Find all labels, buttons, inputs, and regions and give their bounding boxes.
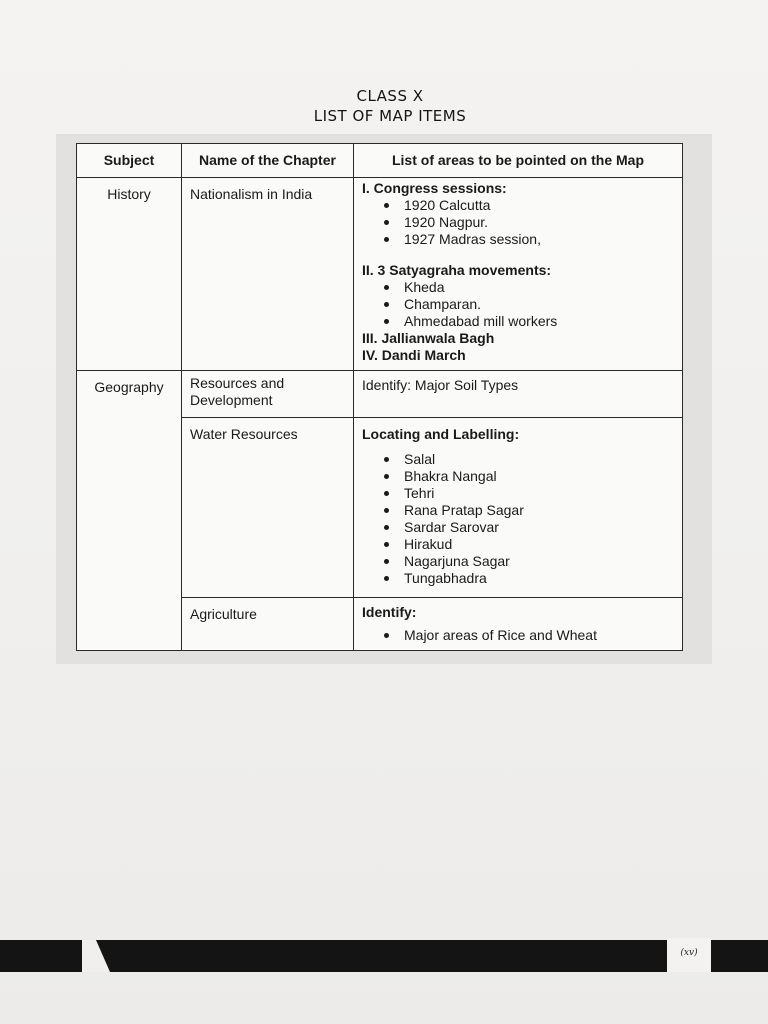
subject-history: History [77,178,182,371]
water-areas [354,418,683,598]
list-item: Major areas of Rice and Wheat [382,627,676,644]
geography-soil-row [77,371,683,418]
jallianwala-item: III. Jallianwala Bagh [362,330,495,346]
list-item: 1920 Calcutta [382,197,676,214]
header-row [77,144,683,178]
list-item: 1927 Madras session, [382,231,676,248]
chapter-nationalism: Nationalism in India [182,178,354,371]
list-item: Tungabhadra [382,570,676,587]
chapter-resources: Resources and Development [182,371,354,418]
list-item: Kheda [382,279,676,296]
header-chapter: Name of the Chapter [182,144,354,178]
soil-identify: Identify: Major Soil Types [354,371,683,418]
title-block [0,86,768,126]
class-title: CLASS X [356,87,424,105]
section-congress-heading: I. Congress sessions: [362,180,507,196]
list-item: Nagarjuna Sagar [382,553,676,570]
list-item: Rana Pratap Sagar [382,502,676,519]
scan-edge-notch [82,940,110,972]
agriculture-areas [354,598,683,651]
subject-geography: Geography [77,371,182,651]
history-areas [354,178,683,371]
list-item: Tehri [382,485,676,502]
list-item: Bhakra Nangal [382,468,676,485]
list-title: LIST OF MAP ITEMS [313,107,467,125]
list-item: Ahmedabad mill workers [382,313,676,330]
scan-edge-bar [0,940,768,972]
list-item: Champaran. [382,296,676,313]
chapter-water: Water Resources [182,418,354,598]
list-item: Salal [382,451,676,468]
map-items-table [76,143,683,651]
agriculture-heading: Identify: [362,604,417,620]
congress-list [362,197,676,248]
dams-list [362,451,676,587]
list-item: 1920 Nagpur. [382,214,676,231]
page-number: (xv) [680,948,698,958]
satyagraha-list [362,279,676,330]
water-heading: Locating and Labelling: [362,426,520,442]
list-item: Hirakud [382,536,676,553]
section-satyagraha-heading: II. 3 Satyagraha movements: [362,262,552,278]
agriculture-list [362,627,676,644]
dandi-item: IV. Dandi March [362,347,466,363]
header-subject: Subject [77,144,182,178]
list-item: Sardar Sarovar [382,519,676,536]
header-areas: List of areas to be pointed on the Map [354,144,683,178]
history-row [77,178,683,371]
chapter-agriculture: Agriculture [182,598,354,651]
